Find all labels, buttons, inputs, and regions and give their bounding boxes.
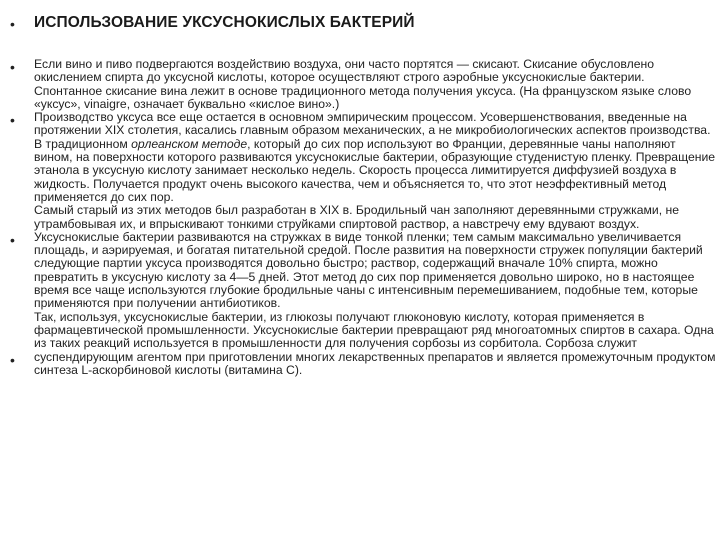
slide-body: [34, 58, 716, 377]
paragraph-2-italic-term: орлеанском методе: [131, 136, 248, 151]
paragraph-2-start: Производство уксуса все еще остается в основном эмпирическим процессом. Усовершенствования, введенные на протяжении XIX столетия, касались главным образом механических, а не микробиологических аспектов производства. В традиционном: [34, 110, 711, 151]
paragraph-bullet-4: •: [10, 352, 15, 368]
paragraph-bullet-2: •: [10, 112, 15, 128]
paragraph-bullet-1: •: [10, 59, 15, 75]
title-bullet: •: [10, 16, 15, 32]
paragraph-1: Если вино и пиво подвергаются воздействию воздуха, они часто портятся — скисают. Скисание обусловлено окислением спирта до уксусной кислоты, которое осуществляют строго аэробные уксуснокислые бактерии. Спонтанное скисание вина лежит в основе традиционного метода получения уксуса. (На французском языке слово «уксус», vinaigre, означает буквально «кислое вино».): [34, 57, 692, 111]
paragraph-2-end: , который до сих пор используют во Франции, деревянные чаны наполняют вином, на поверхности которого развиваются уксуснокислые бактерии, образующие студенистую пленку. Превращение этанола в уксусную кислоту занимает несколько недель. Скорость процесса лимитируется диффузией воздуха в жидкость. Получается продукт очень высокого качества, чем и объясняется то, что этот неэффективный метод применяется до сих пор.: [34, 136, 716, 204]
slide-title: ИСПОЛЬЗОВАНИЕ УКСУСНОКИСЛЫХ БАКТЕРИЙ: [34, 14, 415, 31]
paragraph-4: Так, используя, уксуснокислые бактерии, из глюкозы получают глюконовую кислоту, которая применяется в фармацевтической промышленности. Уксуснокислые бактерии превращают ряд многоатомных спиртов в сахара. Одна из таких реакций используется в промышленности для получения сорбозы из сорбитола. Сорбоза служит суспендирующим агентом при приготовлении многих лекарственных препаратов и является промежуточным продуктом синтеза L-аскорбиновой кислоты (витамина С).: [34, 309, 716, 377]
paragraph-3: Самый старый из этих методов был разработан в XIX в. Бродильный чан заполняют деревянными стружками, не утрамбовывая их, и впрыскивают тонкими струйками спиртовой раствор, а навстречу ему вдувают воздух. Уксуснокислые бактерии развиваются на стружках в виде тонкой пленки; тем самым максимально увеличивается площадь, и аэрируемая, и богатая питательной средой. После развития на поверхности стружек популяции бактерий следующие партии уксуса производятся довольно быстро; раствор, содержащий вначале 10% спирта, можно превратить в уксусную кислоту за 4—5 дней. Этот метод до сих пор применяется довольно широко, но в настоящее время все чаще используются глубокие бродильные чаны с интенсивным перемешиванием, подобные тем, которые применяются при получении антибиотиков.: [34, 203, 703, 311]
paragraph-bullet-3: •: [10, 232, 15, 248]
paragraph-2: [34, 111, 716, 204]
